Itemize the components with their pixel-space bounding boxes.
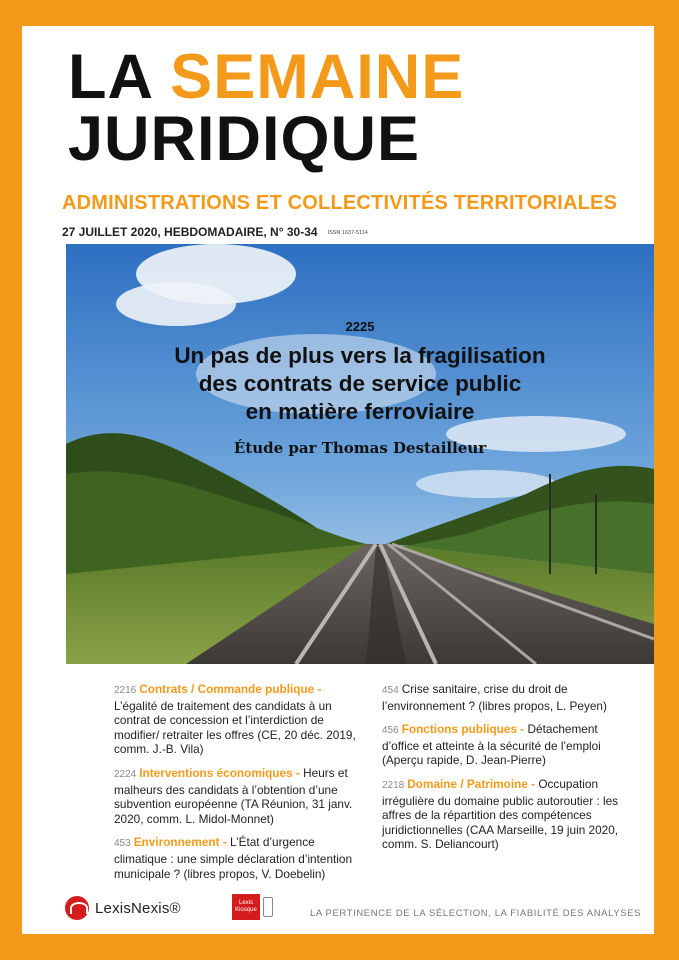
- toc-entry: [382, 777, 628, 852]
- cover-story-number: 2225: [345, 319, 375, 334]
- masthead: [68, 42, 465, 174]
- toc-entry-number: 2224: [114, 768, 137, 780]
- toc-entry-category: Contrats / Commande publique -: [139, 682, 322, 696]
- toc-entry-text: Crise sanitaire, crise du droit de l’environnement ? (libres propos, L. Peyen): [382, 682, 607, 713]
- kiosque-label-1: Lexis: [238, 900, 253, 906]
- masthead-juridique: JURIDIQUE: [68, 104, 421, 174]
- toc-entry: [114, 766, 364, 826]
- toc-entry: [382, 682, 628, 713]
- toc-entry: [114, 835, 364, 881]
- toc-entry-number: 2216: [114, 685, 137, 696]
- issn-number: ISSN 1637-5114: [327, 230, 368, 236]
- toc-entry-text: Occupation irrégulière du domaine public autoroutier : les affres de la répartition des compétences juridictionnelles (CAA Marseille, 19 juin 2020, comm. S. Deliancourt): [382, 776, 619, 852]
- toc-entry-text: L’État d’urgence climatique : une simple déclaration d’intention municipale ? (libres propos, V. Doebelin): [114, 835, 353, 881]
- kiosque-logo: [232, 894, 260, 920]
- toc-entry-text: Heurs et malheurs des candidats à l’obtention d’une subvention européenne (TA Réunion, 31 janv. 2020, comm. L. Midol-Monnet): [114, 765, 353, 826]
- toc-entry: [382, 722, 628, 768]
- cover-title-line: en matière ferroviaire: [245, 399, 475, 424]
- toc-entry-number: 453: [114, 838, 131, 850]
- publisher-name: LexisNexis®: [95, 899, 181, 917]
- toc-entry-text: Détachement d’office et atteinte à la sécurité de l’emploi (Aperçu rapide, D. Jean-Pierre): [382, 722, 601, 768]
- cover-title-line: Un pas de plus vers la fragilisation: [174, 343, 546, 368]
- magazine-cover: [22, 26, 654, 934]
- lexisnexis-emblem-icon: [65, 896, 89, 920]
- cover-photo: [66, 244, 654, 664]
- publication-subtitle: ADMINISTRATIONS ET COLLECTIVITÉS TERRITORIALES: [62, 192, 618, 214]
- issue-date: 27 JUILLET 2020, HEBDOMADAIRE, N° 30-34: [62, 225, 318, 239]
- toc-entry-number: 454: [382, 685, 399, 696]
- toc-entry-number: 456: [382, 725, 399, 737]
- masthead-la: LA: [68, 42, 152, 112]
- lexis-kiosque-badge: [232, 894, 273, 920]
- toc-entry-category: Domaine / Patrimoine -: [407, 776, 536, 791]
- toc-entry-category: Fonctions publiques -: [401, 722, 525, 737]
- toc-entry: [114, 682, 364, 757]
- cover-story-title: [66, 342, 654, 426]
- toc-entry-category: Interventions économiques -: [139, 765, 300, 780]
- toc-right-column: [382, 682, 628, 861]
- masthead-semaine: SEMAINE: [170, 42, 465, 112]
- toc-entry-number: 2218: [382, 779, 405, 791]
- lexisnexis-logo: [65, 896, 181, 920]
- toc-left-column: [114, 682, 364, 890]
- toc-entry-category: Environnement -: [133, 835, 227, 850]
- kiosque-label-2: Kiosque: [235, 907, 257, 913]
- toc-entry-text: L’égalité de traitement des candidats à un contrat de concession et l’interdiction de modifier/ retraiter les offres (CE, 20 déc. 2019, comm. J.-B. Vila): [114, 698, 356, 757]
- issue-dateline: [62, 225, 368, 239]
- tablet-icon: [263, 897, 273, 917]
- cover-story-author: Étude par Thomas Destailleur: [233, 439, 487, 457]
- footer-tagline: LA PERTINENCE DE LA SÉLECTION, LA FIABILITÉ DES ANALYSES: [310, 908, 642, 919]
- cover-title-line: des contrats de service public: [198, 371, 522, 396]
